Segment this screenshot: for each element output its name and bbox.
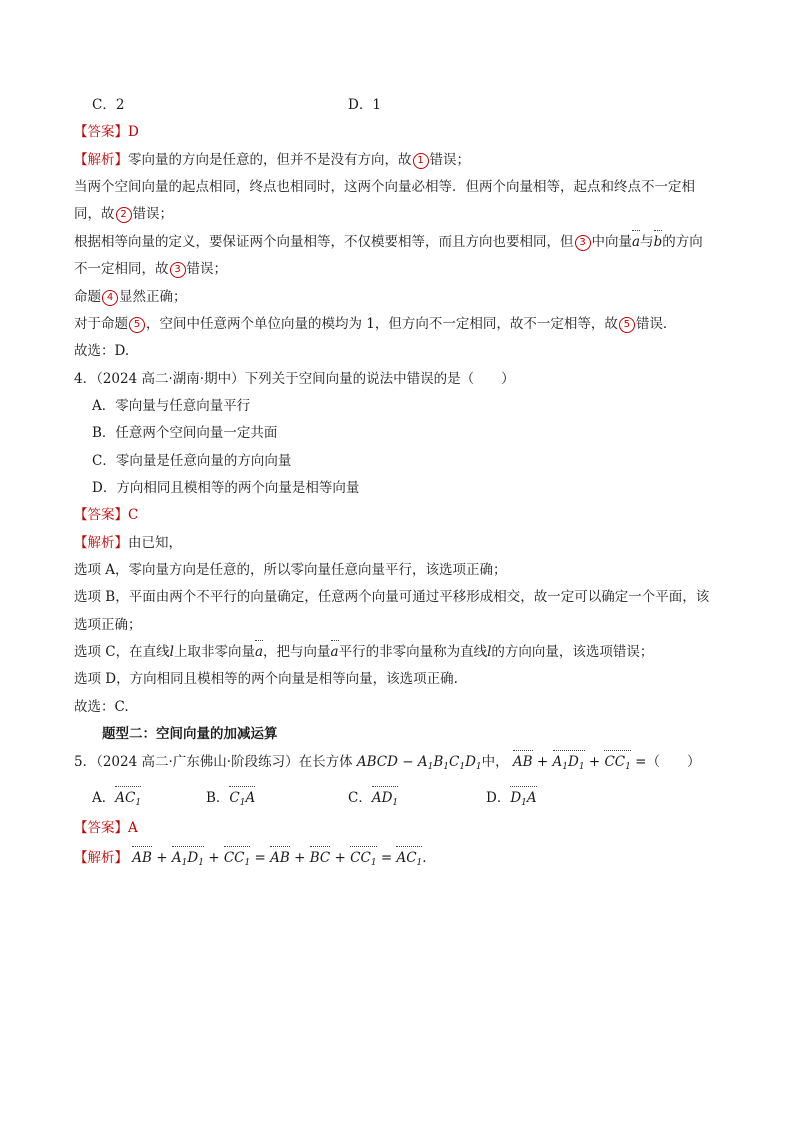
q4-answer (74, 505, 138, 525)
q4-analysis-conclusion: 故选：C. (74, 699, 129, 715)
vector-b: b (653, 234, 663, 250)
line-l: l (487, 644, 492, 660)
line-l: l (169, 644, 174, 660)
vector-ac1: $AC_1$ (115, 788, 141, 813)
q4-analysis-line-2: 选项 A，零向量方向是任意的，所以零向量任意向量平行，该选项正确； (74, 562, 507, 578)
vector-ad1: $AD_1$ (372, 788, 398, 813)
q5-option-c: C．$AD_1$ (348, 788, 398, 813)
answer-value: C (128, 507, 139, 523)
circled-number-1: 1 (413, 153, 429, 169)
q4-option-b: B．任意两个空间向量一定共面 (92, 425, 278, 441)
q3-option-c: C．2 (92, 97, 125, 113)
vector-ab: AB (512, 754, 533, 770)
q4-analysis-line-5: 选项 C，在直线l上取非零向量a，把与向量a平行的非零向量称为直线l的方向向量，该选项错误； (74, 644, 654, 660)
q3-analysis-line-2: 当两个空间向量的起点相同，终点也相同时，这两个向量必相等．但两个向量相等，起点和终点不一定相 (74, 179, 695, 195)
vector-a1d1: $A_1D_1$ (553, 752, 585, 777)
q4-option-c: C．零向量是任意向量的方向向量 (92, 453, 292, 469)
vector-c1a: $C_1A$ (229, 788, 255, 813)
answer-value: D (128, 124, 139, 140)
q4-stem: 4．（2024 高二·湖南·期中）下列关于空间向量的说法中错误的是（ ） (74, 371, 515, 387)
q3-analysis-line-7: 对于命题 5 ，空间中任意两个单位向量的模均为 1，但方向不一定相同，故不一定相等，故 5 错误． (74, 316, 677, 332)
q3-analysis-line-5: 不一定相同，故 3 错误； (74, 261, 227, 277)
circled-number-5: 5 (619, 317, 635, 333)
q3-analysis-line-4: 根据相等向量的定义，要保证两个向量相等，不仅模要相等，而且方向也要相同，但 3 中向量a与b的方向 (74, 234, 703, 250)
q4-analysis-line-3: 选项 B，平面由两个不平行的向量确定，任意两个向量可通过平移形成相交，故一定可以确定一个平面，该 (74, 589, 710, 605)
answer-label: 【答案】 (74, 124, 128, 140)
analysis-label: 【解析】 (74, 850, 128, 866)
vector-cc1: $CC_1$ (604, 752, 630, 777)
answer-label: 【答案】 (74, 507, 128, 523)
q4-analysis-line-4: 选项正确； (74, 617, 142, 633)
vector-a: a (254, 644, 264, 660)
vector-a1d1: $A_1D_1$ (172, 848, 204, 873)
vector-a: a (330, 644, 339, 660)
q3-answer (74, 122, 139, 142)
circled-number-3: 3 (575, 235, 591, 251)
circled-number-2: 2 (116, 207, 132, 223)
q4-option-d: D．方向相同且模相等的两个向量是相等向量 (92, 480, 360, 496)
vector-cc1: $CC_1$ (350, 848, 376, 873)
circled-number-5: 5 (129, 317, 145, 333)
q3-analysis-line-3: 同，故 2 错误； (74, 206, 173, 222)
q4-analysis-line-6: 选项 D，方向相同且模相等的两个向量是相等向量，该选项正确. (74, 671, 458, 687)
vector-ac1: $AC_1$ (396, 848, 422, 873)
circled-number-3: 3 (170, 262, 186, 278)
q3-analysis-line-6: 命题 4 显然正确； (74, 289, 187, 305)
q5-option-d: D．$D_1A$ (486, 788, 537, 813)
q5-stem: 5．（2024 高二·广东佛山·阶段练习）在长方体 ABCD − $A_1B_1C_1D_1$中， AB + $A_1D_1 + CC_1$ =（ ） (74, 752, 700, 777)
answer-value: A (128, 820, 138, 836)
analysis-label: 【解析】 (74, 152, 128, 168)
vector-a: a (632, 234, 641, 250)
vector-ab: AB (270, 850, 290, 866)
section-title: 题型二：空间向量的加减运算 (102, 726, 278, 742)
vector-bc: BC (309, 850, 331, 866)
q3-analysis-line-1: 【解析】零向量的方向是任意的，但并不是没有方向，故 1 错误； (74, 152, 470, 168)
vector-ab: AB (132, 850, 152, 866)
q4-option-a: A．零向量与任意向量平行 (92, 398, 251, 414)
q3-option-d: D．1 (348, 97, 381, 113)
q4-analysis-line-1: 【解析】由已知， (74, 535, 182, 551)
q5-option-b: B．$C_1A$ (206, 788, 255, 813)
vector-d1a: $D_1A$ (510, 788, 536, 813)
q5-analysis: 【解析】 AB + $A_1D_1 + CC_1$ = AB + BC + $CC_1 = AC_1$. (74, 848, 427, 873)
answer-label: 【答案】 (74, 820, 128, 836)
q3-analysis-conclusion: 故选：D. (74, 343, 130, 359)
vector-cc1: $CC_1$ (224, 848, 250, 873)
q5-answer (74, 818, 138, 838)
q5-option-a: A．$AC_1$ (92, 788, 141, 813)
circled-number-4: 4 (102, 290, 118, 306)
analysis-label: 【解析】 (74, 535, 128, 551)
